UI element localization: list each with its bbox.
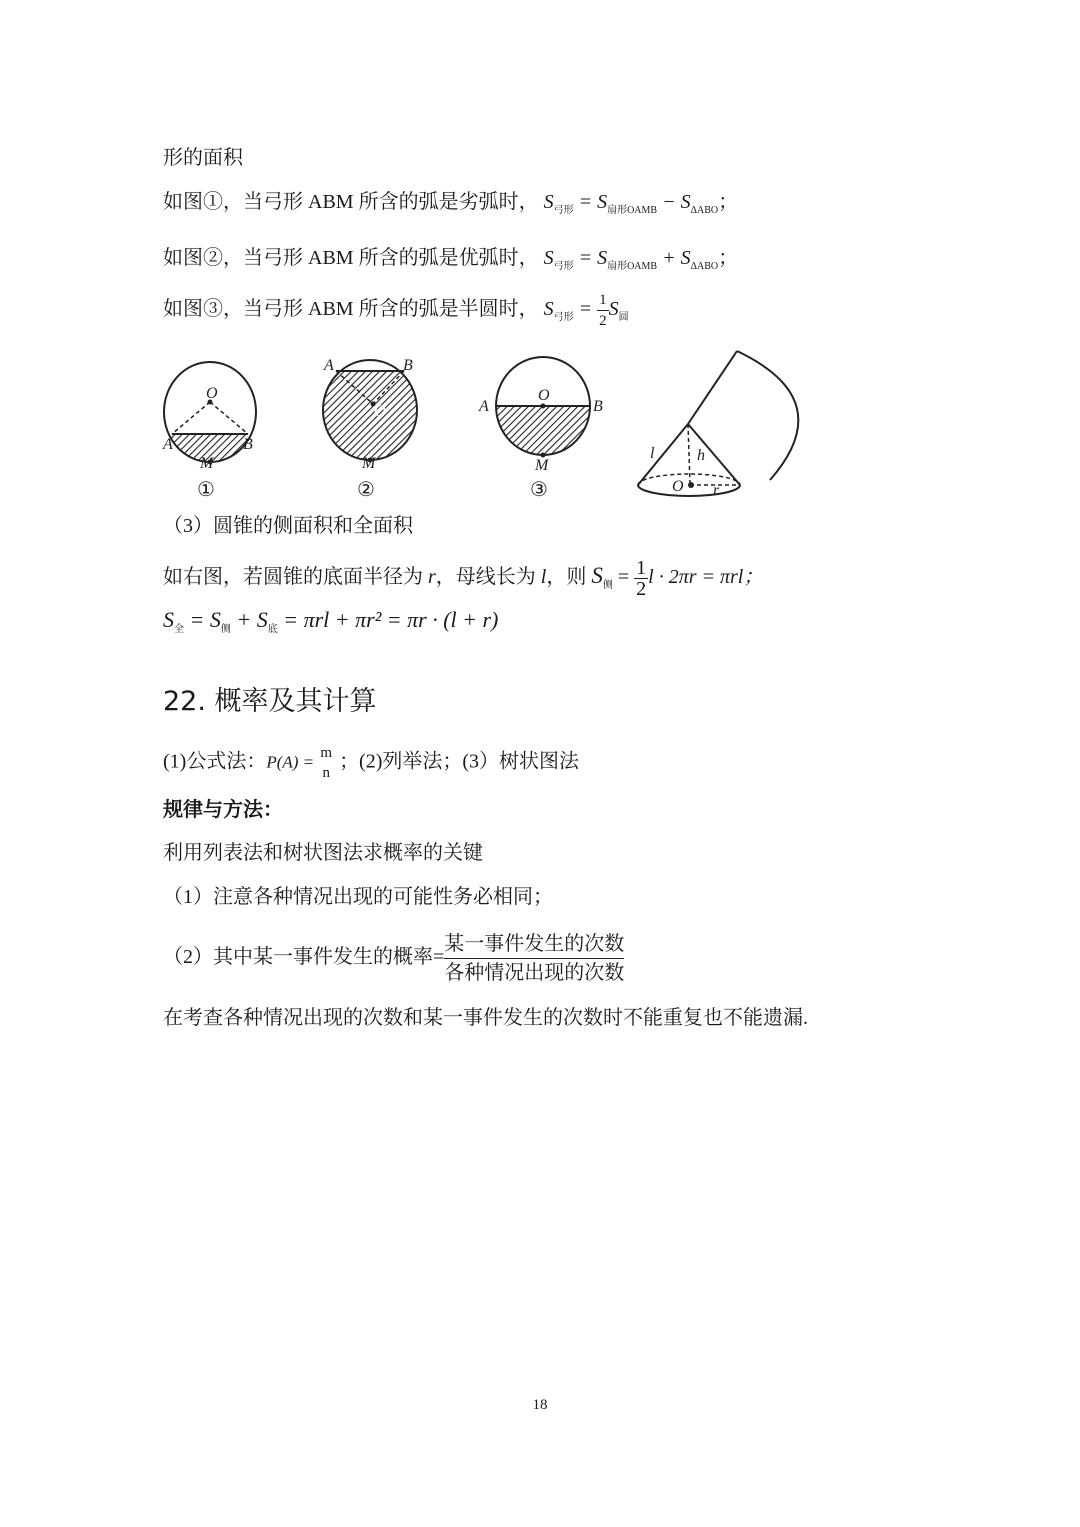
case-2 (163, 244, 738, 281)
rules-intro: 利用列表法和树状图法求概率的关键 (163, 842, 483, 864)
text-line: 形的面积 (163, 147, 243, 169)
svg-text:A: A (163, 436, 173, 453)
probability-methods: (1)公式法：P(A) = m n ；(2)列举法；(3）树状图法 (163, 745, 580, 781)
svg-text:①: ① (197, 479, 215, 501)
svg-text:M: M (535, 457, 549, 474)
svg-text:③: ③ (530, 479, 548, 501)
svg-text:l: l (650, 445, 655, 462)
rules-title: 规律与方法： (163, 799, 283, 821)
svg-text:O: O (374, 403, 386, 420)
svg-text:h: h (697, 447, 705, 464)
page-number: 18 (532, 1397, 548, 1413)
formula-1: $S_{弓形} = S_{扇形OAMB} - S_{\Delta ABO}$； (543, 191, 739, 216)
svg-text:B: B (593, 398, 603, 415)
case-1 (163, 188, 738, 225)
formula-3: $S_{弓形}$ = $\frac{1}{2}$ $S_圆$ (543, 292, 629, 329)
section-title: 22. 概率及其计算 (163, 686, 377, 717)
svg-text:B: B (243, 436, 253, 453)
svg-text:②: ② (357, 479, 375, 501)
case-3-text: 如图③，当弓形 ABM 所含的弧是半圆时， (163, 298, 539, 321)
case-3 (163, 290, 629, 332)
svg-text:M: M (200, 455, 214, 472)
cone-lateral-area: 如右图，若圆锥的底面半径为 r，母线长为 l，则 $S_侧$ = $\frac{1}{2}$ l · 2πr = πrl； (163, 557, 764, 600)
svg-text:A: A (479, 398, 489, 415)
rule-2: （2）其中某一事件发生的概率= 某一事件发生的次数 各种情况出现的次数 (163, 930, 624, 987)
case-1-text: 如图①，当弓形 ABM 所含的弧是劣弧时， (163, 191, 539, 213)
rule-1: （1）注意各种情况出现的可能性务必相同； (163, 886, 553, 908)
formula-2: $S_{弓形} = S_{扇形OAMB} + S_{\Delta ABO}$； (543, 247, 739, 272)
segment-figures (0, 340, 1080, 510)
svg-text:r: r (713, 482, 720, 499)
svg-text:M: M (362, 455, 376, 472)
svg-text:O: O (206, 385, 218, 402)
svg-text:O: O (672, 478, 684, 495)
figure-1 (160, 362, 260, 501)
figure-3 (478, 357, 603, 501)
svg-text:B: B (403, 357, 413, 374)
figure-2 (320, 357, 420, 501)
conclusion: 在考查各种情况出现的次数和某一事件发生的次数时不能重复也不能遗漏. (163, 1007, 808, 1029)
svg-text:A: A (324, 357, 334, 374)
case-2-text: 如图②，当弓形 ABM 所含的弧是优弧时， (163, 247, 539, 269)
cone-title: （3）圆锥的侧面积和全面积 (163, 515, 413, 537)
cone-figure (620, 340, 798, 499)
cone-total-area: $S_全 = S_侧 + S_底 = \pi rl + \pi r^2 = \pi r \cdot (l + r)$ (163, 607, 499, 635)
svg-text:O: O (538, 387, 550, 404)
